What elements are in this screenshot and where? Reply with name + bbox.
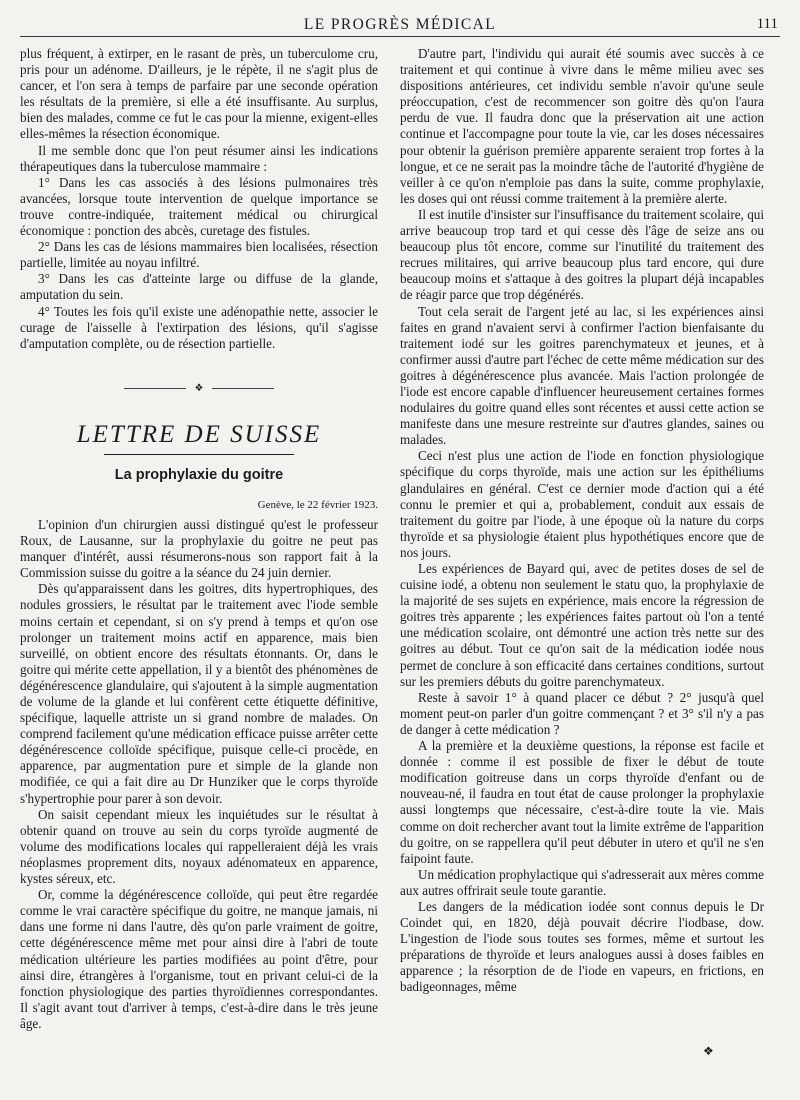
paragraph: Les expériences de Bayard qui, avec de petites doses de sel de cuisine iodé, a obtenu non seulement le statu quo, la prophylaxie de la majorité de ses sujets en expérience, mais encore la régression de goitres très apparente ; les expériences faites partout où l'on a tenté une médication scolaire, ont démontré une action très nette sur des goitres au début. Tout ce qu'on sait de la médication iodée nous permet de conclure à son efficacité dans certaines conditions, surtout sur les premiers débuts du goitre parenchymateux. — [400, 561, 764, 689]
paragraph: On saisit cependant mieux les inquiétudes sur le résultat à obtenir quand on trouve au sein du corps tyroïde augmenté de volume des modifications locales qui rappelleraient déjà les vrais néoplasmes proprement dits, noyaux adénomateux en apparence, kystes séreux, etc. — [20, 806, 378, 887]
paragraph: L'opinion d'un chirurgien aussi distingué qu'est le professeur Roux, de Lausanne, sur la prophylaxie du goitre ne peut pas manquer d'intérêt, aussi résumerons-nous son rapport fait à la Commission suisse du goitre a la séance du 24 juin dernier. — [20, 516, 378, 581]
paragraph: Tout cela serait de l'argent jeté au lac, si les expériences ainsi faites en grand n'avaient servi à confirmer l'action bienfaisante du traitement iodé sur les goitres parenchymateux et jeunes, et à confirmer aussi d'autre part l'échec de cette même médication sur des goitres à dégénérescence plus avancée. Mais l'action prolongée de l'iode est encore capable d'influencer heureusement certaines formes nodulaires du goitre quand elles sont récentes et aussi cette action se manifeste dans une mesure restreinte sur d'autres glandes, saines ou malades. — [400, 303, 764, 448]
page-header — [20, 14, 780, 37]
paragraph: Or, comme la dégénérescence colloïde, qui peut être regardée comme le vrai caractère spécifique du goitre, ne manque jamais, ni dans une forme ni dans l'autre, dès qu'on parle vraiment de goitre, cette dégénérescence même met pour ainsi dire à l'abri de toute médication ultérieure les parties modifiées au point d'être, pour ainsi dire, étrangères à l'organisme, tout en privant celui-ci de la fonction physiologique des parties thyroïdiennes correspondantes. Il s'agit avant tout d'arriver à temps, c'est-à-dire dans le très jeune âge. — [20, 887, 378, 1031]
paragraph: plus fréquent, à extirper, en le rasant de près, un tuberculome cru, pris pour un adénome. D'ailleurs, je le répète, il ne s'agit plus de cancer, et l'on sera à temps de parfaire par une seconde opération les résultats de la première, si elle a été insuffisante. Au surplus, bien des malades, comme ce fut le cas pour la mienne, exigent-elles elles-mêmes la résection économique. — [20, 46, 378, 142]
section-title-underline — [104, 454, 294, 455]
page-end-ornament-icon: ❖ — [703, 1044, 714, 1058]
section-divider — [124, 382, 274, 396]
paragraph: Ceci n'est plus une action de l'iode en fonction physiologique spécifique du corps thyroïde, mais une action sur les épithéliums glandulaires en général. C'est ce dernier mode d'action qui a été connu le premier et qui a, probablement, conduit aux essais de traitement du goitre par l'iode, à une époque où la nature du corps thyroïde et sa physiologie étaient plus hypothétiques encore que de nos jours. — [400, 448, 764, 560]
right-column — [400, 46, 764, 996]
paragraph: 4° Toutes les fois qu'il existe une adénopathie nette, associer le curage de l'aisselle à l'extirpation des lésions, qu'il s'agisse d'amputation complète, ou de résection partielle. — [20, 303, 378, 351]
paragraph: Un médication prophylactique qui s'adresserait aux mères comme aux autres offrirait seule toute garantie. — [400, 866, 764, 898]
paragraph: A la première et la deuxième questions, la réponse est facile et donnée : comme il est possible de fixer le début de toute modification goitreuse dans un corps thyroïde d'enfant ou de nouveau-né, il faudra en tout état de cause prolonger la prophylaxie aussi longtemps que nécessaire, c'est-à-dire toute la vie. Mais comme on doit rechercher avant tout la limite extrême de l'apparition du goitre, on se rappellera qu'il peut débuter in utero et qu'il ne s'en faipoint faute. — [400, 738, 764, 866]
paragraph: Dès qu'apparaissent dans les goitres, dits hypertrophiques, des nodules grossiers, le résultat par le traitement avec l'iode semble moins certain et cependant, si on s'y prend à temps et qu'on ose prolonger un traitement moins actif en apparence, mais bien surveillé, on obtient encore des résultats étonnants. Or, dans le goitre qui mérite cette appellation, il y a bientôt des phénomènes de dégénérescence glandulaire, qui s'ajoutent à la simple augmentation de volume de la glande et lui confèrent cette étiquette définitive, spécifique, laquelle attriste un si grand nombre de malades. On comprend facilement qu'une médication efficace puisse arrêter cette dégénérescence colloïde spécifique, puisque celle-ci procède, en apparence, par augmentation pure et simple de la glande non modifiée, ce qui a fait dire au Dr Hunziker que le corps thyroïde s'hypertrophie pour parer à son devoir. — [20, 581, 378, 806]
section-title: LETTRE DE SUISSE — [76, 420, 322, 448]
page-number: 111 — [756, 16, 778, 32]
divider-ornament-icon: ❖ — [186, 383, 212, 394]
article-title: La prophylaxie du goitre — [114, 466, 284, 483]
left-column — [20, 46, 378, 1032]
paragraph: D'autre part, l'individu qui aurait été soumis avec succès à ce traitement et qui continue à vivre dans le même milieu avec ses dispositions antérieures, cet individu semble n'avoir qu'une seule préoccupation, c'est de recommencer son goitre dès qu'on l'aura perdu de vue. Il faudra donc que la préservation ait une action continue et l'accompagne pour toute la vie, car les doses nécessaires pour obtenir la guérison première apparente seraient trop fortes à la longue, et ce ne serait pas la moindre tâche de l'autorité d'hygiène de veiller à ce qu'on n'emploie pas dans la suite, comme prophylaxie, les doses qui ont réussi comme traitement à la première alerte. — [400, 46, 764, 206]
paragraph: 3° Dans les cas d'atteinte large ou diffuse de la glande, amputation du sein. — [20, 271, 378, 303]
paragraph: 2° Dans les cas de lésions mammaires bien localisées, résection partielle, limitée au noyau infiltré. — [20, 239, 378, 271]
paragraph: Il me semble donc que l'on peut résumer ainsi les indications thérapeutiques dans la tuberculose mammaire : — [20, 142, 378, 174]
paragraph: 1° Dans les cas associés à des lésions pulmonaires très avancées, lorsque toute intervention de quelque importance se trouve contre-indiquée, traitement médical ou chirurgical économique : ponction des abcès, curetage des fistules. — [20, 174, 378, 239]
journal-title: LE PROGRÈS MÉDICAL — [303, 16, 497, 33]
paragraph: Les dangers de la médication iodée sont connus depuis le Dr Coindet qui, en 1820, déjà pouvait décrire l'iodbase, dow. L'ingestion de l'iode sous toutes ses formes, même et surtout les préparations de thyroïde et leurs analogues aussi à doses faibles en apparence ; la résorption de de l'iode en vapeurs, en frictions, en badigeonnages, même — [400, 898, 764, 995]
paragraph: Il est inutile d'insister sur l'insuffisance du traitement scolaire, qui arrive beaucoup trop tard et qui cesse dès l'âge de seize ans ou beaucoup plus tôt encore, comme sur l'inutilité du traitement des recrues militaires, qui arrive beaucoup plus tard encore, qui dure beaucoup moins et s'attaque à des goitres la plupart déjà incapables de réagir parce que trop dégénérés. — [400, 206, 764, 303]
dateline: Genève, le 22 février 1923. — [257, 498, 378, 511]
paragraph: Reste à savoir 1° à quand placer ce début ? 2° jusqu'à quel moment peut-on parler d'un goitre commençant ? et 3° s'il n'y a pas de danger à cette médication ? — [400, 689, 764, 737]
